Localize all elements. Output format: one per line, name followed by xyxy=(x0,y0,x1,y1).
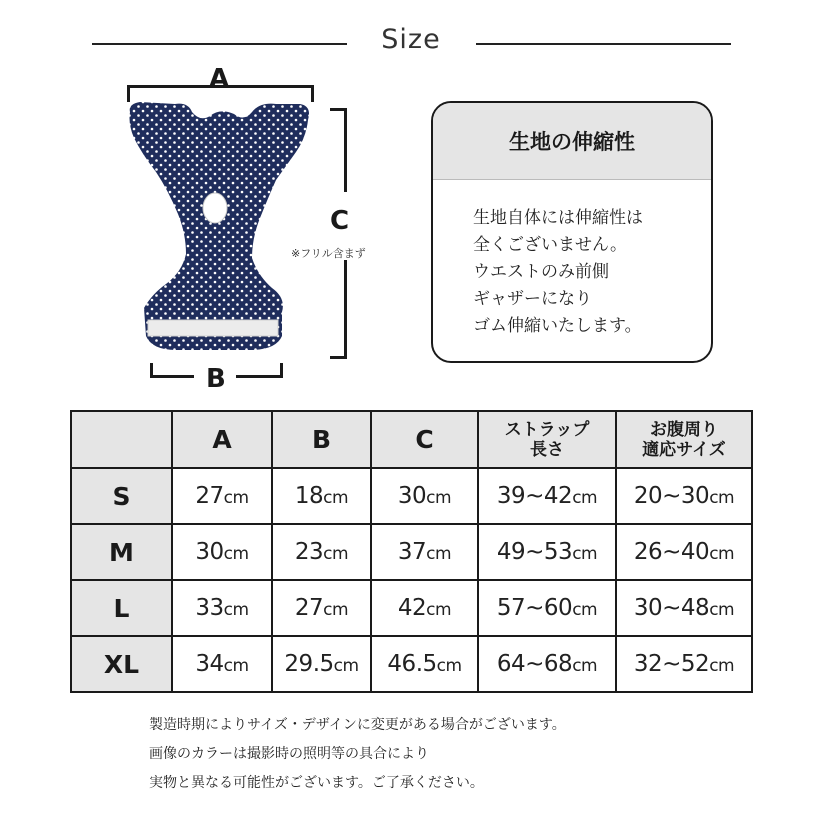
cell-value: 26~40 xyxy=(633,539,710,565)
cell-value: 29.5 xyxy=(284,651,334,677)
footnote-line: 画像のカラーは撮影時の照明等の具合により xyxy=(149,746,429,762)
row-header-size: L xyxy=(71,580,172,636)
cell-unit: cm xyxy=(709,544,735,564)
cell-unit: cm xyxy=(572,656,598,676)
column-header-waist-line1: お腹周り xyxy=(650,419,718,440)
table-row xyxy=(71,468,752,524)
cell-unit: cm xyxy=(333,656,359,676)
column-header-a: A xyxy=(172,411,272,468)
footnote-line: 製造時期によりサイズ・デザインに変更がある場合がございます。 xyxy=(149,717,566,733)
cell-a xyxy=(172,636,272,692)
cell-c xyxy=(371,636,478,692)
cell-unit: cm xyxy=(323,488,349,508)
cell-waist xyxy=(616,468,752,524)
cell-unit: cm xyxy=(436,656,462,676)
page-title: Size xyxy=(381,24,441,55)
cell-b xyxy=(272,524,371,580)
cell-c xyxy=(371,524,478,580)
cell-b xyxy=(272,636,371,692)
cell-value: 18 xyxy=(294,483,324,509)
cell-value: 64~68 xyxy=(496,651,573,677)
cell-value: 30~48 xyxy=(633,595,710,621)
cell-value: 30 xyxy=(195,539,224,565)
fabric-stretch-line: 生地自体には伸縮性は xyxy=(473,208,643,228)
cell-value: 42 xyxy=(397,595,427,621)
cell-unit: cm xyxy=(223,600,249,620)
title-rule-right xyxy=(476,43,731,45)
cell-strap xyxy=(478,636,616,692)
fabric-stretch-box xyxy=(431,101,713,363)
fabric-stretch-line: ウエストのみ前側 xyxy=(473,262,609,282)
cell-waist xyxy=(616,580,752,636)
table-row xyxy=(71,524,752,580)
column-header-b: B xyxy=(272,411,371,468)
cell-unit: cm xyxy=(223,656,249,676)
cell-a xyxy=(172,524,272,580)
fabric-stretch-line: ゴム伸縮いたします。 xyxy=(473,316,642,336)
cell-strap xyxy=(478,580,616,636)
table-row xyxy=(71,636,752,692)
product-diagram xyxy=(100,64,430,398)
cell-unit: cm xyxy=(572,488,598,508)
cell-unit: cm xyxy=(323,544,349,564)
cell-strap xyxy=(478,524,616,580)
cell-unit: cm xyxy=(223,488,249,508)
column-header-strap-line1: ストラップ xyxy=(504,419,590,440)
dimension-c-label: C xyxy=(330,206,350,236)
cell-unit: cm xyxy=(426,600,452,620)
column-header-strap-length xyxy=(478,411,616,468)
fabric-stretch-line: ギャザーになり xyxy=(473,289,592,309)
column-header-c: C xyxy=(371,411,478,468)
cell-value: 34 xyxy=(195,651,224,677)
cell-unit: cm xyxy=(426,488,452,508)
cell-a xyxy=(172,580,272,636)
footnotes xyxy=(149,711,566,798)
cell-unit: cm xyxy=(323,600,349,620)
cell-value: 49~53 xyxy=(496,539,573,565)
fabric-stretch-heading: 生地の伸縮性 xyxy=(433,103,711,180)
cell-c xyxy=(371,468,478,524)
cell-unit: cm xyxy=(709,656,735,676)
cell-c xyxy=(371,580,478,636)
cell-a xyxy=(172,468,272,524)
cell-b xyxy=(272,468,371,524)
size-table xyxy=(70,410,753,693)
cell-value: 46.5 xyxy=(387,651,437,677)
cell-value: 32~52 xyxy=(633,651,710,677)
cell-value: 27 xyxy=(195,483,224,509)
cell-value: 30 xyxy=(397,483,427,509)
cell-strap xyxy=(478,468,616,524)
column-header-strap-line2: 長さ xyxy=(530,439,564,460)
table-row xyxy=(71,580,752,636)
frill-note: ※フリル含まず xyxy=(291,247,366,260)
row-header-size: S xyxy=(71,468,172,524)
cell-waist xyxy=(616,524,752,580)
column-header-waist-line2: 適応サイズ xyxy=(642,439,726,460)
cell-unit: cm xyxy=(572,544,598,564)
fabric-stretch-body xyxy=(433,180,711,340)
cell-value: 39~42 xyxy=(496,483,573,509)
cell-value: 37 xyxy=(397,539,427,565)
cell-unit: cm xyxy=(426,544,452,564)
cell-value: 23 xyxy=(294,539,324,565)
cell-unit: cm xyxy=(709,600,735,620)
cell-value: 20~30 xyxy=(633,483,710,509)
cell-value: 27 xyxy=(294,595,324,621)
cell-b xyxy=(272,580,371,636)
row-header-size: M xyxy=(71,524,172,580)
cell-unit: cm xyxy=(572,600,598,620)
cell-unit: cm xyxy=(223,544,249,564)
dimension-a-label: A xyxy=(209,64,230,94)
cell-waist xyxy=(616,636,752,692)
table-corner-cell xyxy=(71,411,172,468)
fabric-stretch-line: 全くございません。 xyxy=(473,235,628,255)
cell-unit: cm xyxy=(709,488,735,508)
size-title-bar xyxy=(0,22,822,66)
column-header-waist-size xyxy=(616,411,752,468)
dimension-b-label: B xyxy=(206,364,226,394)
cell-value: 33 xyxy=(195,595,224,621)
cell-value: 57~60 xyxy=(496,595,573,621)
dog-diaper-illustration xyxy=(100,68,430,398)
table-header-row xyxy=(71,411,752,468)
row-header-size: XL xyxy=(71,636,172,692)
footnote-line: 実物と異なる可能性がございます。ご了承ください。 xyxy=(149,775,484,791)
